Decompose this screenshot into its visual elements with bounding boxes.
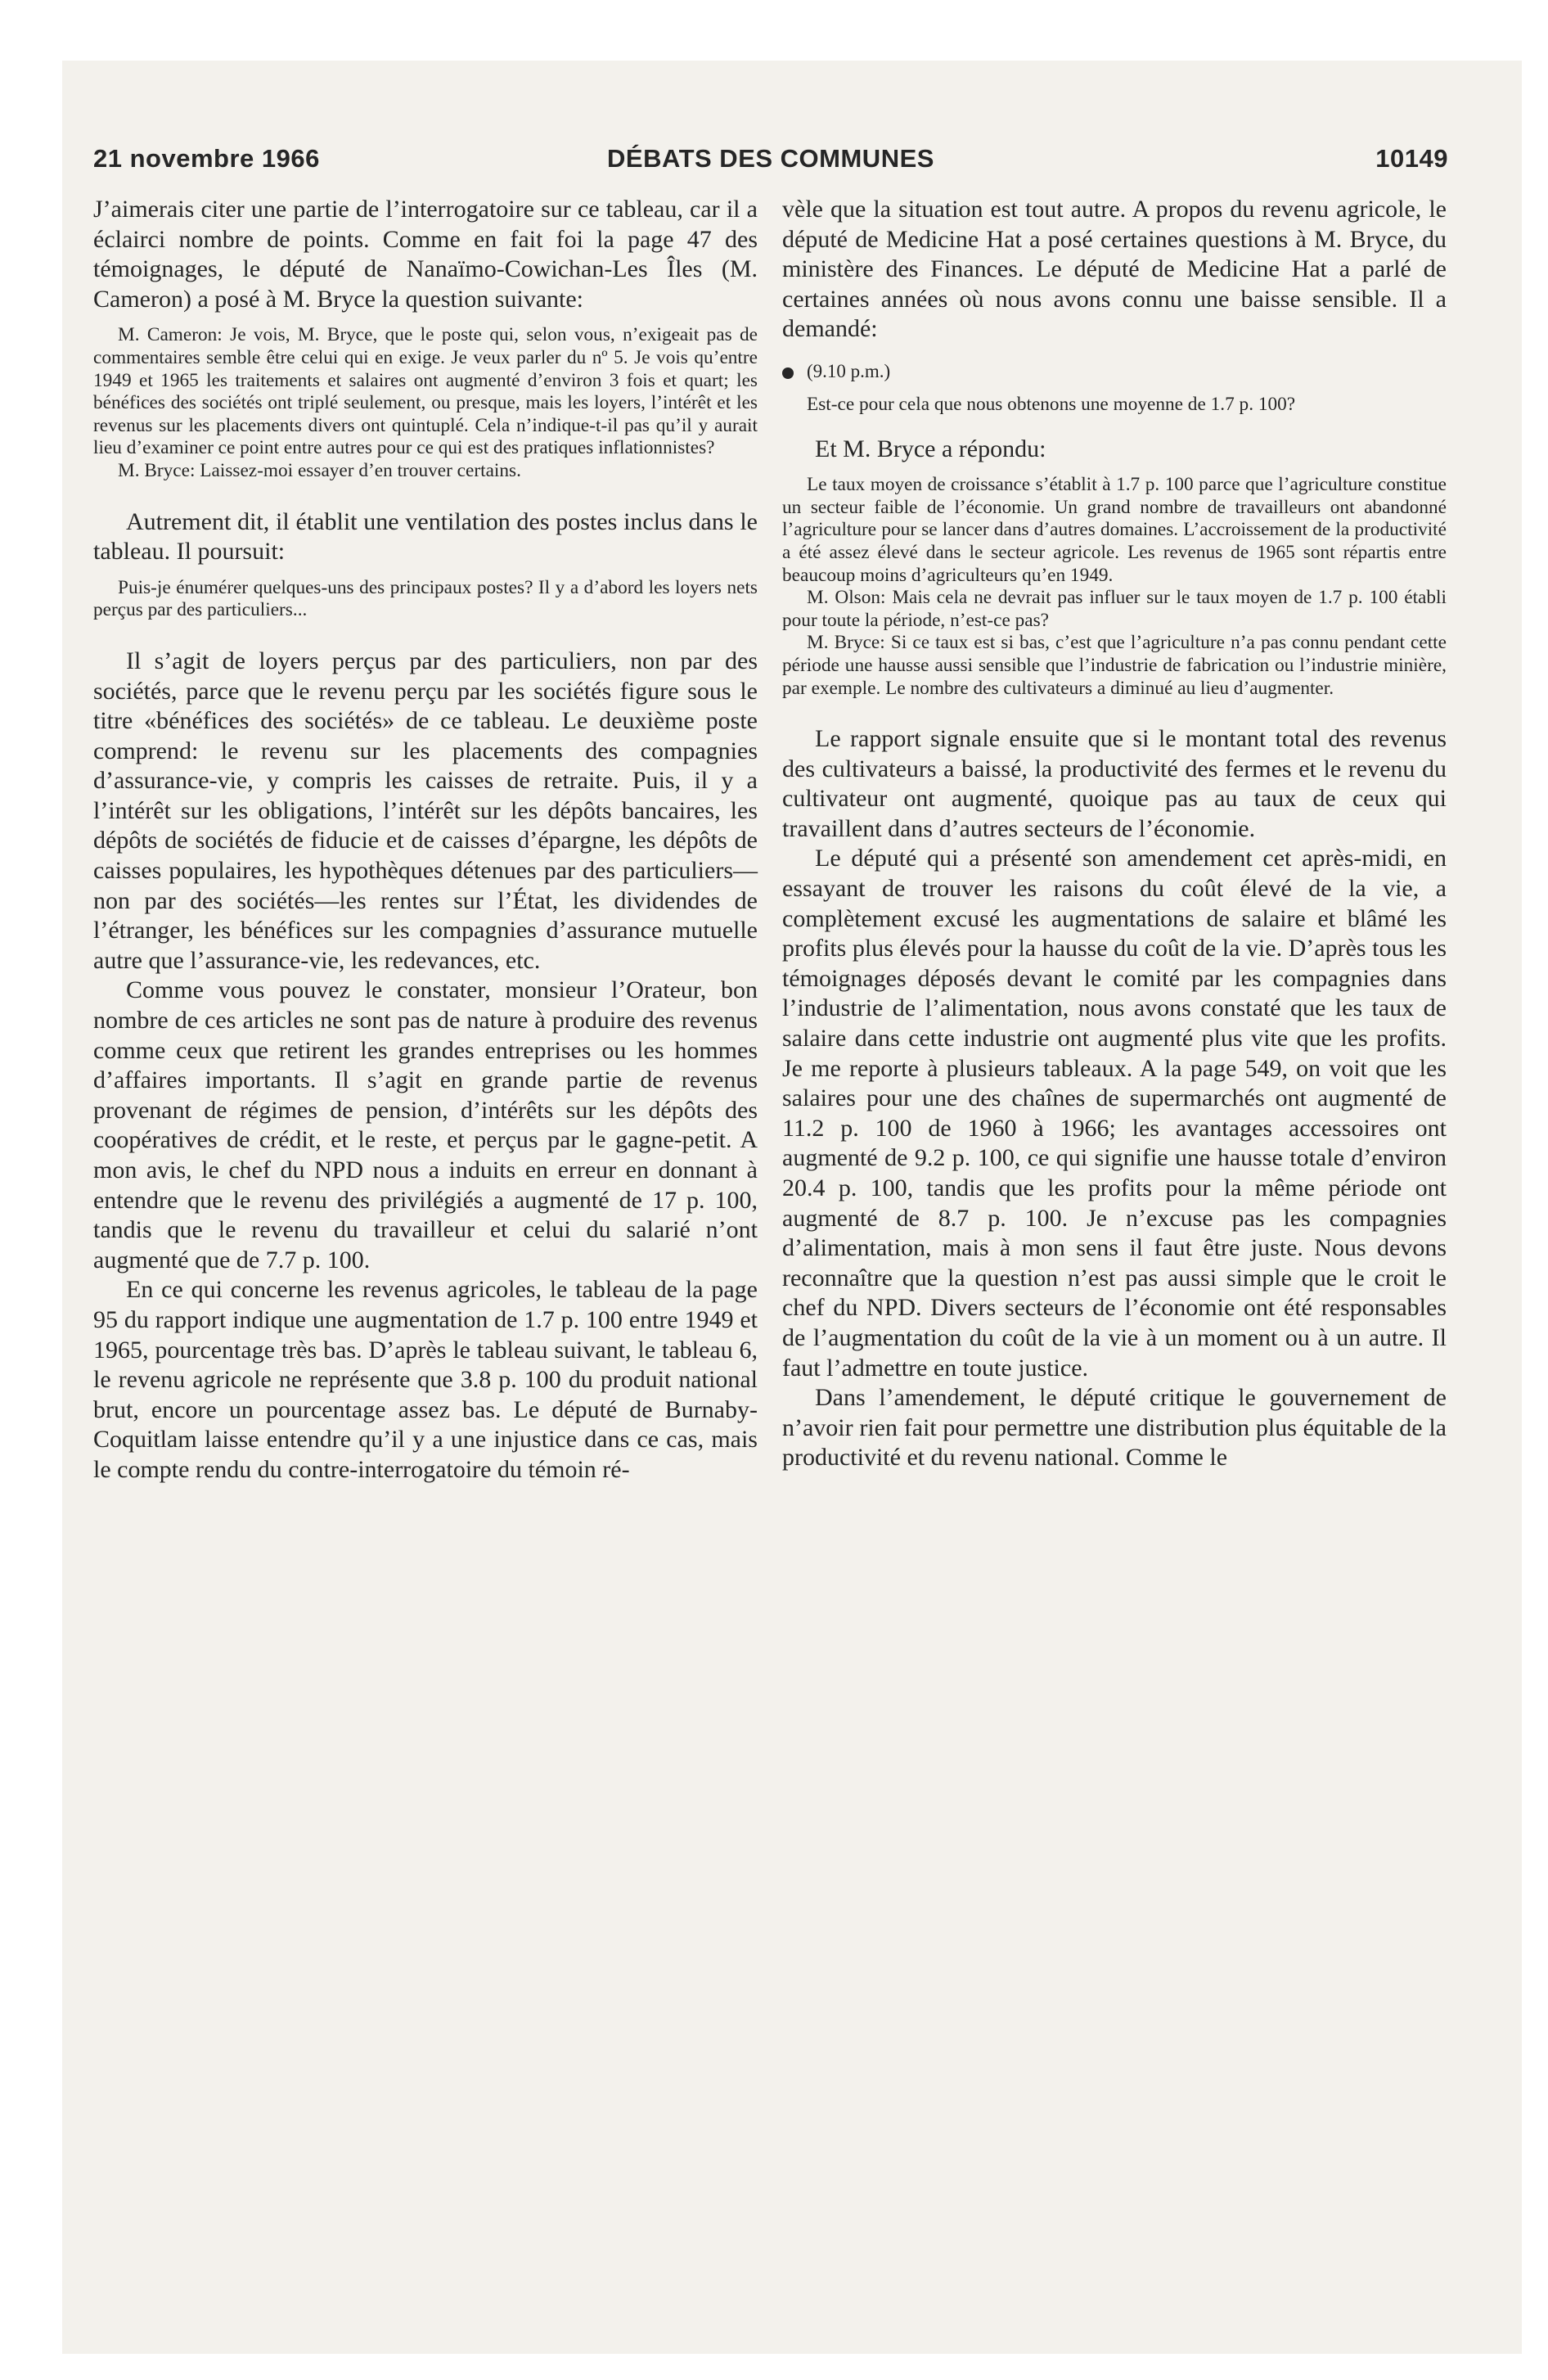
bullet-icon: [782, 367, 794, 379]
right-column: [782, 195, 1447, 1473]
page-header: [93, 144, 1448, 180]
paragraph: En ce qui concerne les revenus agricoles, le tableau de la page 95 du rapport indique une augmentation de 1.7 p. 100 entre 1949 et 1965, pourcentage très bas. D’après le tableau suivant, le tableau 6, le revenu agricole ne représente que 3.8 p. 100 du produit national brut, encore un pourcentage assez bas. Le député de Burnaby-Coquitlam laisse entendre qu’il y a une injustice dans ce cas, mais le compte rendu du contre-interrogatoire du témoin ré-: [93, 1276, 758, 1483]
time-marker: [782, 359, 1447, 384]
header-title: DÉBATS DES COMMUNES: [607, 144, 934, 173]
paragraph: Comme vous pouvez le constater, monsieur l’Orateur, bon nombre de ces articles ne sont pas de nature à produire des revenus comme ceux que retirent les grandes entreprises ou les hommes d’affaires importants. Il s’agit en grande partie de revenus provenant de régimes de pension, d’intérêts sur les dépôts des coopératives de crédit, et le reste, et perçus par le gagne-petit. A mon avis, le chef du NPD nous a induits en erreur en donnant à entendre que le revenu des privilégiés a augmenté de 17 p. 100, tandis que le revenu du travailleur et celui du salarié n’ont augmenté que de 7.7 p. 100.: [93, 976, 758, 1273]
quote-paragraph: M. Cameron: Je vois, M. Bryce, que le poste qui, selon vous, n’exigeait pas de commentaires semble être celui qui en exige. Je veux parler du nº 5. Je vois qu’entre 1949 et 1965 les traitements et salaires ont augmenté d’environ 3 fois et quart; les bénéfices des sociétés ont triplé seulement, ou presque, mais les loyers, l’intérêt et les revenus sur les placements divers ont quintuplé. Cela n’indique-t-il pas qu’il y aurait lieu d’examiner ce point entre autres pour ce qui est des pratiques inflationnistes?: [93, 324, 758, 459]
quote-paragraph: M. Bryce: Si ce taux est si bas, c’est que l’agriculture n’a pas connu pendant cette période une hausse aussi sensible que l’industrie de fabrication ou l’industrie minière, par exemple. Le nombre des cultivateurs a diminué au lieu d’augmenter.: [782, 632, 1447, 699]
paragraph: Et M. Bryce a répondu:: [815, 435, 1046, 462]
header-date: 21 novembre 1966: [93, 144, 320, 173]
quote-paragraph: Le taux moyen de croissance s’établit à 1.7 p. 100 parce que l’agriculture constitue un secteur faible de l’économie. Un grand nombre de travailleurs ont abandonné l’agriculture pour se lancer dans d’autres domaines. L’accroissement de la productivité a été assez élevé dans le secteur agricole. Les revenus de 1965 sont répartis entre beaucoup moins d’agriculteurs qu’en 1949.: [782, 474, 1447, 586]
quote-paragraph: M. Olson: Mais cela ne devrait pas influer sur le taux moyen de 1.7 p. 100 établi pour toute la période, n’est-ce pas?: [782, 587, 1447, 631]
paragraph: Il s’agit de loyers perçus par des particuliers, non par des sociétés, parce que le revenu perçu par les sociétés figure sous le titre «bénéfices des sociétés» de ce tableau. Le deuxième poste comprend: le revenu sur les placements des compagnies d’assurance-vie, y compris les caisses de retraite. Puis, il y a l’intérêt sur les obligations, l’intérêt sur les dépôts bancaires, les dépôts de sociétés de fiducie et de caisses d’épargne, les dépôts de caisses populaires, les hypothèques détenues par des particuliers—non par des sociétés—les rentes sur l’État, les dividendes de l’étranger, les bénéfices sur les compagnies d’assurance mutuelle autre que l’assurance-vie, les redevances, etc.: [93, 647, 758, 974]
paragraph: vèle que la situation est tout autre. A propos du revenu agricole, le député de Medicine Hat a posé certaines questions à M. Bryce, du ministère des Finances. Le député de Medicine Hat a parlé de certaines années où nous avons connu une baisse sensible. Il a demandé:: [782, 196, 1447, 343]
quote-paragraph: Est-ce pour cela que nous obtenons une moyenne de 1.7 p. 100?: [807, 393, 1296, 415]
left-column: [93, 195, 758, 1485]
quote-paragraph: M. Bryce: Laissez-moi essayer d’en trouver certains.: [118, 459, 521, 481]
quote-paragraph: Puis-je énumérer quelques-uns des principaux postes? Il y a d’abord les loyers nets perçus par des particuliers...: [93, 576, 758, 621]
paragraph: Le rapport signale ensuite que si le montant total des revenus des cultivateurs a baissé, la productivité des fermes et le revenu du cultivateur ont augmenté, quoique pas au taux de ceux qui travaillent dans d’autres secteurs de l’économie.: [782, 725, 1447, 842]
paragraph: Le député qui a présenté son amendement cet après-midi, en essayant de trouver les raisons du coût élevé de la vie, a complètement excusé les augmentations de salaire et blâmé les profits plus élevés pour la hausse du coût de la vie. D’après tous les témoignages déposés devant le comité par les compagnies dans l’industrie de l’alimentation, nous avons constaté que les taux de salaire dans cette industrie ont augmenté plus vite que les profits. Je me reporte à plusieurs tableaux. A la page 549, on voit que les salaires pour une des chaînes de supermarchés ont augmenté de 11.2 p. 100 de 1960 à 1966; les avantages accessoires ont augmenté de 9.2 p. 100, ce qui signifie une hausse totale d’environ 20.4 p. 100, tandis que les profits pour la même période ont augmenté de 8.7 p. 100. Je n’excuse pas les compagnies d’alimentation, mais à mon sens il faut être juste. Nous devons reconnaître que la question n’est pas aussi simple que le croit le chef du NPD. Divers secteurs de l’économie ont été responsables de l’augmentation du coût de la vie à un moment ou à un autre. Il faut l’admettre en toute justice.: [782, 845, 1447, 1382]
paragraph: Dans l’amendement, le député critique le gouvernement de n’avoir rien fait pour permettre une distribution plus équitable de la productivité et du revenu national. Comme le: [782, 1384, 1447, 1472]
time-stamp: (9.10 p.m.): [807, 360, 891, 381]
paragraph: J’aimerais citer une partie de l’interrogatoire sur ce tableau, car il a éclairci nombre de points. Comme en fait foi la page 47 des témoignages, le député de Nanaïmo-Cowichan-Les Îles (M. Cameron) a posé à M. Bryce la question suivante:: [93, 196, 758, 313]
header-page-number: 10149: [1375, 144, 1448, 173]
paragraph: Autrement dit, il établit une ventilation des postes inclus dans le tableau. Il poursuit:: [93, 507, 758, 566]
